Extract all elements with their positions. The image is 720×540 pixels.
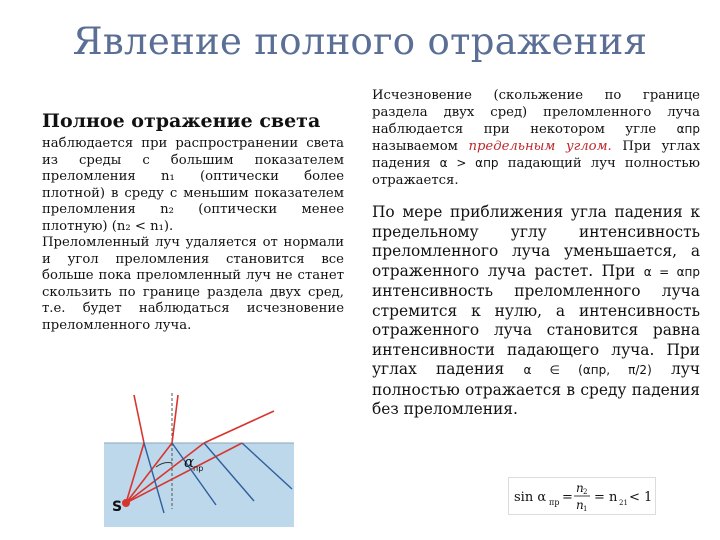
symbol-angle-interval: α ∈ (αпр, π/2) [523,363,652,377]
left-column [42,110,344,334]
formula-numerator: n [576,481,584,495]
right-paragraph-1 [372,88,700,189]
critical-angle-formula [508,477,656,515]
left-paragraph-1: наблюдается при распространении света из среды с большим показателем преломления n₁ (оптически более плотной) в среду с меньшим показателем преломления n₂ (оптически менее плотную) (n₂ < n₁). [42,136,344,234]
angle-label: α [184,453,195,471]
angle-label-subscript: пр [193,464,204,473]
symbol-angle-inequality: α > αпр [439,156,499,170]
formula-equals: = [562,490,573,505]
text-span: При углах падения [372,138,701,171]
source-label: S [112,499,123,515]
text-span: называемом [372,138,469,154]
text-span: Исчезновение (скольжение по границе раздела двух сред) преломленного луча наблюдается при некотором угле [372,88,700,137]
formula-lhs: sin α [514,490,547,505]
text-span: падающий луч полностью отражается. [372,156,701,188]
page-title: Явление полного отражения [72,20,648,63]
formula-numerator-subscript: 2 [583,488,588,496]
formula-denominator-subscript: 1 [583,505,588,513]
formula-denominator: n [576,498,584,512]
right-column [372,88,700,420]
formula-lhs-subscript: пр [549,498,560,507]
symbol-critical-angle: αпр [676,122,700,136]
formula-rhs: = n [594,490,618,505]
left-paragraph-2: Преломленный луч удаляется от нормали и угол преломления становится все больше пока преломленный луч не станет скользить по границе раздела двух сред, т.е. будет наблюдаться исчезновение преломленного луча. [42,235,344,333]
dense-medium [104,443,294,527]
text-span: По мере приближения угла падения к предельному углу интенсивность преломленного луча уменьшается, а отраженного луча растет. При [372,203,700,280]
text-span: интенсивность преломленного луча стремится к нулю, а интенсивность отраженного луча становится равна интенсивности падающего луча. При углах падения [372,282,700,378]
text-span: луч полностью отражается в среду падения без преломления. [372,360,701,418]
section-heading: Полное отражение света [42,110,321,132]
symbol-angle-equal: α = αпр [643,264,700,279]
right-paragraph-2 [372,203,700,420]
term-critical-angle: предельным углом. [468,138,612,154]
formula-less-than: < 1 [629,490,653,505]
refraction-diagram [104,389,294,527]
light-source-point [122,499,130,507]
formula-rhs-subscript: 21 [619,499,628,507]
